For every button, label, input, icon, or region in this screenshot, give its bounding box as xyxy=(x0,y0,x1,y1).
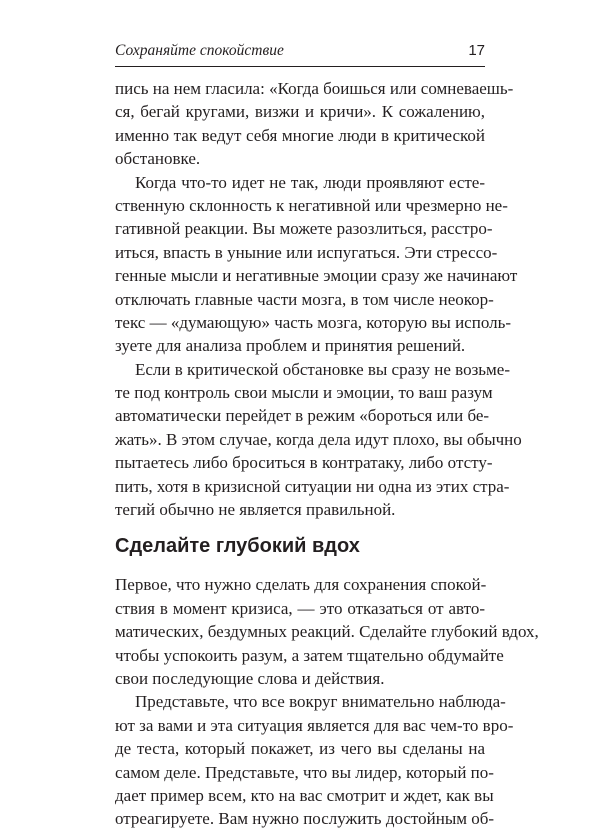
text-line: именно так ведут себя многие люди в критической xyxy=(115,125,485,145)
paragraph xyxy=(115,573,539,690)
text-line: ственную склонность к негативной или чрезмерно не- xyxy=(115,195,508,215)
text-line: ют за вами и эта ситуация является для вас чем-то вро- xyxy=(115,715,514,735)
running-header xyxy=(115,42,485,60)
paragraph xyxy=(115,690,514,830)
text-line: отключать главные части мозга, в том числе неокор- xyxy=(115,289,494,309)
text-line: жать». В этом случае, когда дела идут плохо, вы обычно xyxy=(115,429,522,449)
header-rule xyxy=(115,66,485,67)
text-line: пить, хотя в кризисной ситуации ни одна из этих стра- xyxy=(115,476,510,496)
text-line: Представьте, что все вокруг внимательно наблюда- xyxy=(135,692,506,712)
text-line: пытаетесь либо броситься в контратаку, либо отсту- xyxy=(115,453,493,473)
paragraphs-top xyxy=(115,77,522,521)
text-line: текс — «думающую» часть мозга, которую вы исполь- xyxy=(115,312,511,332)
section-heading: Сделайте глубокий вдох xyxy=(115,535,360,558)
paragraph xyxy=(115,77,514,171)
text-line: Если в критической обстановке вы сразу не возьме- xyxy=(135,359,510,379)
page-number: 17 xyxy=(468,42,485,59)
text-line: зуете для анализа проблем и принятия решений. xyxy=(115,336,466,356)
text-line: те под контроль свои мысли и эмоции, то ваш разум xyxy=(115,383,493,403)
text-line: чтобы успокоить разум, а затем тщательно обдумайте xyxy=(115,645,504,665)
text-line: де теста, который покажет, из чего вы сделаны на xyxy=(115,739,485,759)
paragraph xyxy=(115,358,522,522)
text-line: генные мысли и негативные эмоции сразу же начинают xyxy=(115,266,518,286)
paragraphs-bottom xyxy=(115,573,539,830)
text-line: тегий обычно не является правильной. xyxy=(115,500,396,520)
text-line: отреагируете. Вам нужно послужить достойным об- xyxy=(115,809,495,829)
text-line: дает пример всем, кто на вас смотрит и ждет, как вы xyxy=(115,785,494,805)
text-line: пись на нем гласила: «Когда боишься или сомневаешь- xyxy=(115,79,514,98)
text-line: гативной реакции. Вы можете разозлиться, расстро- xyxy=(115,219,493,239)
text-line: свои последующие слова и действия. xyxy=(115,668,385,688)
paragraph xyxy=(115,171,518,358)
text-line: ся, бегай кругами, визжи и кричи». К сожалению, xyxy=(115,102,485,122)
text-line: иться, впасть в уныние или испугаться. Эти стрессо- xyxy=(115,242,498,262)
text-line: Первое, что нужно сделать для сохранения спокой- xyxy=(115,575,487,595)
text-line: автоматически перейдет в режим «бороться или бе- xyxy=(115,406,490,426)
text-line: матических, бездумных реакций. Сделайте глубокий вдох, xyxy=(115,622,539,642)
running-title: Сохраняйте спокойствие xyxy=(115,42,284,59)
text-line: обстановке. xyxy=(115,149,201,169)
text-line: Когда что-то идет не так, люди проявляют есте- xyxy=(135,172,485,192)
body-text xyxy=(115,77,539,831)
text-line: самом деле. Представьте, что вы лидер, который по- xyxy=(115,762,494,782)
text-line: ствия в момент кризиса, — это отказаться от авто- xyxy=(115,598,485,618)
